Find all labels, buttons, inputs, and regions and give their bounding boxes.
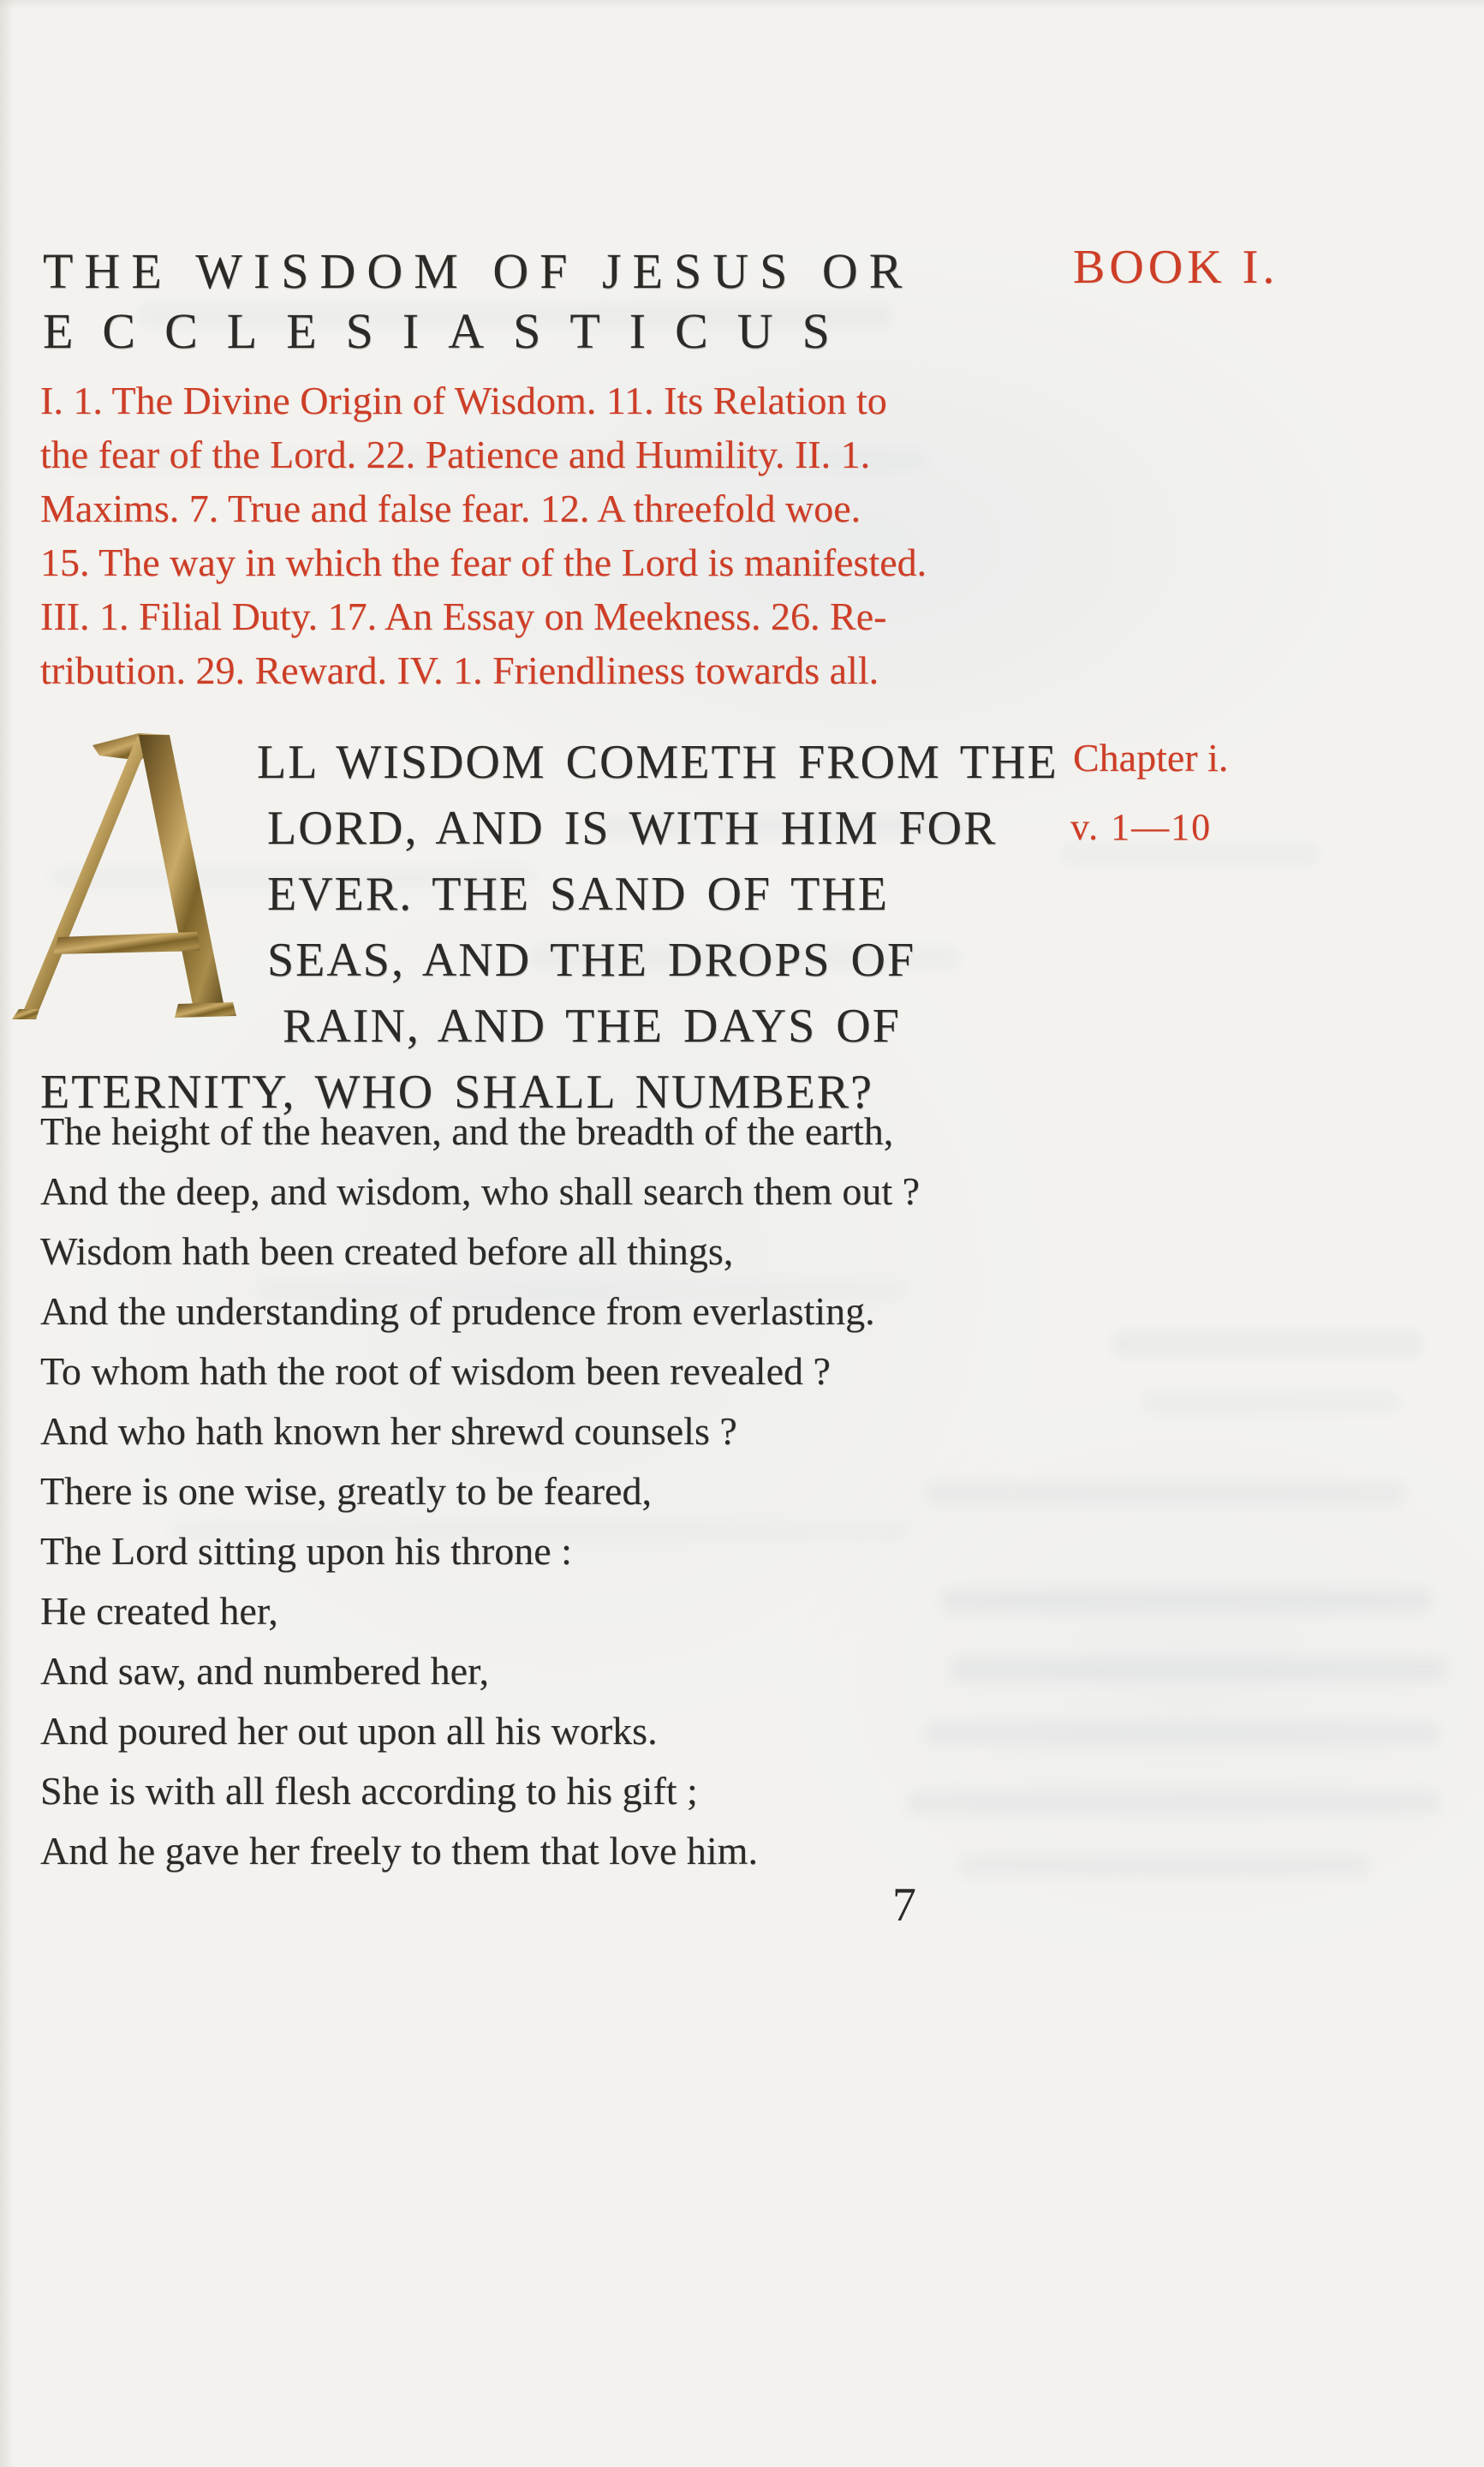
- opening-caps-line: LL WISDOM COMETH FROM THE: [257, 736, 1058, 789]
- opening-caps-line: ETERNITY, WHO SHALL NUMBER?: [40, 1066, 874, 1119]
- argument-line: tribution. 29. Reward. IV. 1. Friendliness towards all.: [40, 648, 879, 692]
- opening-caps-line: SEAS, AND THE DROPS OF: [267, 934, 916, 987]
- book-label: BOOK I.: [1073, 241, 1279, 294]
- verse-line: She is with all flesh according to his gift ;: [40, 1769, 698, 1813]
- verse-line: And he gave her freely to them that love him.: [40, 1829, 758, 1873]
- verse-line: Wisdom hath been created before all things,: [40, 1229, 734, 1273]
- show-through-smudge: [1113, 1332, 1421, 1356]
- opening-caps-line: EVER. THE SAND OF THE: [267, 868, 889, 921]
- verse-line: The height of the heaven, and the breadth of the earth,: [40, 1109, 894, 1153]
- argument-line: I. 1. The Divine Origin of Wisdom. 11. Its Relation to: [40, 379, 887, 422]
- show-through-smudge: [1143, 1392, 1400, 1413]
- page-title-line-1: THE WISDOM OF JESUS OR: [43, 243, 914, 299]
- verse-line: And who hath known her shrewd counsels ?: [40, 1409, 737, 1453]
- verse-line: And the understanding of prudence from everlasting.: [40, 1289, 875, 1333]
- verse-line: And saw, and numbered her,: [40, 1649, 490, 1693]
- verse-line: To whom hath the root of wisdom been revealed ?: [40, 1349, 831, 1393]
- margin-note-chapter: Chapter i.: [1073, 736, 1229, 780]
- verse-line: He created her,: [40, 1589, 278, 1633]
- verse-line: The Lord sitting upon his throne :: [40, 1529, 572, 1573]
- argument-line: Maxims. 7. True and false fear. 12. A threefold woe.: [40, 487, 861, 530]
- page-number: 7: [892, 1879, 916, 1932]
- verse-line: And poured her out upon all his works.: [40, 1709, 658, 1753]
- argument-line: III. 1. Filial Duty. 17. An Essay on Meekness. 26. Re-: [40, 594, 887, 638]
- opening-caps-block: [40, 730, 1136, 1126]
- chapter-argument: [40, 373, 1136, 697]
- verse-text-block: [40, 1102, 1153, 1881]
- verse-line: And the deep, and wisdom, who shall search them out ?: [40, 1169, 921, 1213]
- page-title-line-2: ECCLESIASTICUS: [43, 303, 859, 359]
- argument-line: the fear of the Lord. 22. Patience and Humility. II. 1.: [40, 433, 871, 476]
- margin-note-verses: v. 1—10: [1070, 806, 1213, 848]
- opening-caps-line: RAIN, AND THE DAYS OF: [283, 1000, 901, 1053]
- argument-line: 15. The way in which the fear of the Lord is manifested.: [40, 541, 927, 584]
- opening-caps-line: LORD, AND IS WITH HIM FOR: [267, 802, 998, 855]
- verse-line: There is one wise, greatly to be feared,: [40, 1469, 652, 1513]
